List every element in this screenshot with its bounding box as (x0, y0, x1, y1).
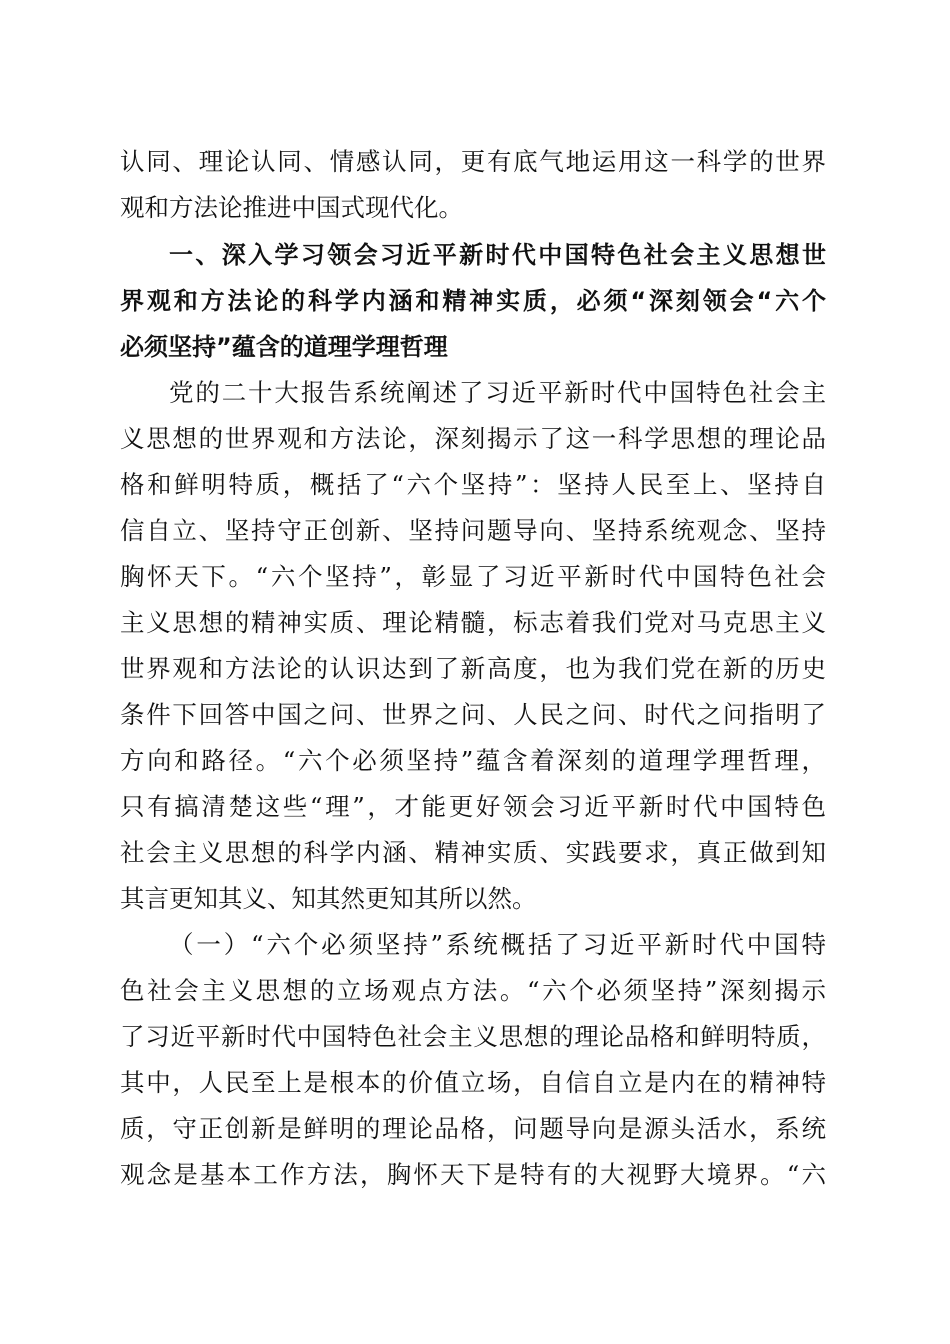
body-text-line: 其言更知其义、知其然更知其所以然。 (120, 884, 537, 913)
body-text-line: 方向和路径。“六个必须坚持”蕴含着深刻的道理学理哲理， (120, 746, 826, 775)
body-text-line: 认同、理论认同、情感认同，更有底气地运用这一科学的世界 (120, 147, 826, 176)
body-text-line: 胸怀天下。“六个坚持”，彰显了习近平新时代中国特色社会 (120, 562, 826, 591)
body-text-line: 义思想的世界观和方法论，深刻揭示了这一科学思想的理论品 (120, 424, 826, 453)
body-text-line: 主义思想的精神实质、理论精髓，标志着我们党对马克思主义 (120, 608, 826, 637)
body-text-line: 条件下回答中国之问、世界之问、人民之问、时代之问指明了 (120, 700, 826, 729)
section-heading-line: 界观和方法论的科学内涵和精神实质，必须“深刻领会“六个 (120, 287, 826, 315)
body-text-line: 质，守正创新是鲜明的理论品格，问题导向是源头活水，系统 (120, 1114, 826, 1143)
body-text-line: 其中，人民至上是根本的价值立场，自信自立是内在的精神特 (120, 1068, 826, 1097)
body-text-line: 只有搞清楚这些“理”，才能更好领会习近平新时代中国特色 (120, 792, 826, 821)
body-text-line: 了习近平新时代中国特色社会主义思想的理论品格和鲜明特质， (120, 1022, 826, 1051)
body-text-line: 格和鲜明特质，概括了“六个坚持”：坚持人民至上、坚持自 (120, 470, 826, 499)
section-heading-line: 必须坚持”蕴含的道理学理哲理 (120, 333, 448, 361)
body-text-line: 色社会主义思想的立场观点方法。“六个必须坚持”深刻揭示 (120, 976, 826, 1005)
body-text-line: 观和方法论推进中国式现代化。 (120, 193, 463, 222)
subsection-lead-line: （一）“六个必须坚持”系统概括了习近平新时代中国特 (169, 930, 826, 959)
section-heading-line: 一、深入学习领会习近平新时代中国特色社会主义思想世 (169, 241, 826, 269)
body-text-line: 社会主义思想的科学内涵、精神实质、实践要求，真正做到知 (120, 838, 826, 867)
body-text-line: 信自立、坚持守正创新、坚持问题导向、坚持系统观念、坚持 (120, 516, 826, 545)
body-text-line: 世界观和方法论的认识达到了新高度，也为我们党在新的历史 (120, 654, 826, 683)
body-text-line: 党的二十大报告系统阐述了习近平新时代中国特色社会主 (169, 378, 826, 407)
body-text-line: 观念是基本工作方法，胸怀天下是特有的大视野大境界。“六 (120, 1160, 826, 1189)
